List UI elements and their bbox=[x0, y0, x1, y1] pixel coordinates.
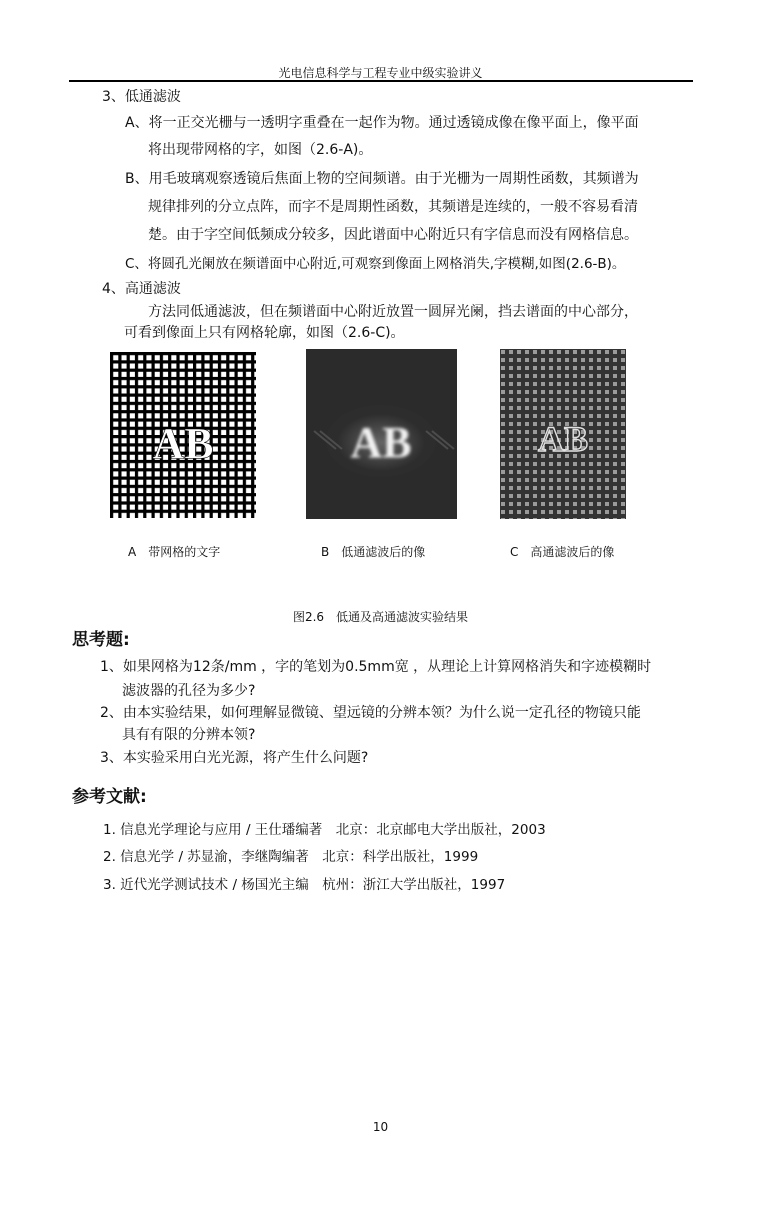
question-2-line1: 2、由本实验结果，如何理解显微镜、望远镜的分辨本领？为什么说一定孔径的物镜只能 bbox=[100, 705, 641, 721]
questions-heading: 思考题: bbox=[72, 630, 130, 650]
section3-b-line1: B、用毛玻璃观察透镜后焦面上物的空间频谱。由于光栅为一周期性函数，其频谱为 bbox=[125, 171, 639, 187]
figure-b-caption: B 低通滤波后的像 bbox=[321, 545, 426, 559]
question-2-line2: 具有有限的分辨本领? bbox=[122, 727, 256, 743]
figure-b-lowpass-image bbox=[306, 349, 457, 519]
section3-c-line1: C、将圆孔光阑放在频谱面中心附近,可观察到像面上网格消失,字模糊,如图(2.6-B)。 bbox=[125, 256, 626, 272]
section3-heading: 3、低通滤波 bbox=[102, 89, 181, 105]
section4-line1: 方法同低通滤波，但在频谱面中心附近放置一圆屏光阑，挡去谱面的中心部分， bbox=[148, 304, 638, 320]
question-1-line2: 滤波器的孔径为多少? bbox=[122, 683, 256, 699]
header-rule bbox=[69, 80, 693, 82]
section4-line2: 可看到像面上只有网格轮廓，如图（2.6-C)。 bbox=[124, 325, 405, 341]
section3-b-line2: 规律排列的分立点阵，而字不是周期性函数，其频谱是连续的，一般不容易看清 bbox=[148, 199, 638, 215]
reference-1: 1. 信息光学理论与应用 / 王仕璠编著 北京：北京邮电大学出版社，2003 bbox=[103, 822, 546, 838]
section3-a-line2: 将出现带网格的字，如图（2.6-A)。 bbox=[148, 142, 373, 158]
figure-title: 图2.6 低通及高通滤波实验结果 bbox=[292, 610, 469, 624]
figure-c-highpass-image bbox=[500, 349, 626, 519]
figure-a-gridded-text bbox=[110, 352, 256, 518]
page-number: 10 bbox=[372, 1120, 389, 1134]
figure-c-caption: C 高通滤波后的像 bbox=[510, 545, 615, 559]
section3-b-line3: 楚。由于字空间低频成分较多，因此谱面中心附近只有字信息而没有网格信息。 bbox=[148, 227, 638, 243]
page-header-title: 光电信息科学与工程专业中级实验讲义 bbox=[278, 66, 483, 80]
question-1-line1: 1、如果网格为12条/mm ，字的笔划为0.5mm宽 ，从理论上计算网格消失和字迹模糊时 bbox=[100, 659, 652, 675]
figure-a-caption: A 带网格的文字 bbox=[128, 545, 221, 559]
reference-2: 2. 信息光学 / 苏显渝，李继陶编著 北京：科学出版社，1999 bbox=[103, 849, 479, 865]
question-3-line1: 3、本实验采用白光光源，将产生什么问题? bbox=[100, 750, 369, 766]
figure-c-text: AB bbox=[537, 419, 589, 459]
section3-a-line1: A、将一正交光栅与一透明字重叠在一起作为物。通过透镜成像在像平面上，像平面 bbox=[125, 115, 639, 131]
references-heading: 参考文献: bbox=[72, 787, 147, 807]
reference-3: 3. 近代光学测试技术 / 杨国光主编 杭州：浙江大学出版社，1997 bbox=[103, 877, 506, 893]
figure-a-text: AB bbox=[152, 419, 214, 468]
figure-b-text: AB bbox=[350, 418, 412, 467]
section4-heading: 4、高通滤波 bbox=[102, 281, 181, 297]
